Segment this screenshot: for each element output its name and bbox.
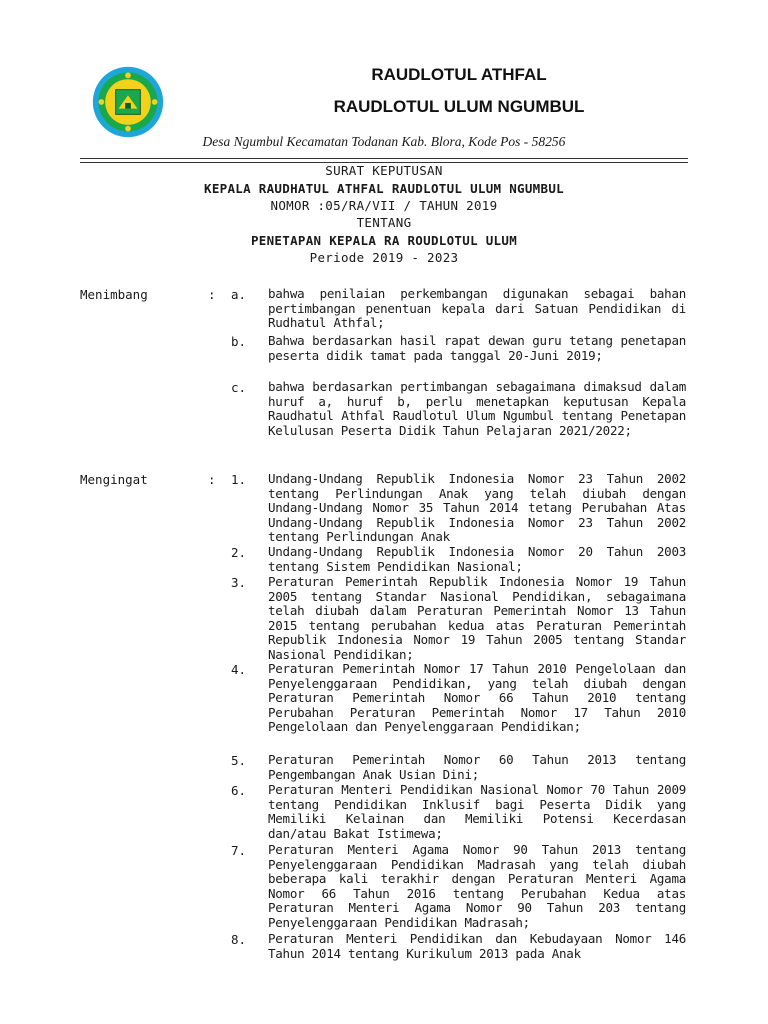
header-divider (80, 158, 688, 159)
mengingat-label: Mengingat (80, 472, 148, 487)
doc-type: SURAT KEPUTUSAN (325, 163, 443, 178)
mengingat-item-3: Peraturan Pemerintah Republik Indonesia Nomor 19 Tahun 2005 tentang Standar Nasional Pendidikan, sebagaimana telah diubah dalam Peraturan Pemerintah Nomor 13 Tahun 2015 tentang perubahan kedua atas Peraturan Pemerintah Republik Indonesia Nomor 19 Tahun 2005 tentang Standar Nasional Pendidikan; (268, 574, 686, 662)
doc-issuer: KEPALA RAUDHATUL ATHFAL RAUDLOTUL ULUM NGUMBUL (204, 181, 564, 196)
mengingat-item-7: Peraturan Menteri Agama Nomor 90 Tahun 2013 tentang Penyelenggaraan Pendidikan Madrasah yang telah diubah beberapa kali terakhir dengan Peraturan Menteri Agama Nomor 66 Tahun 2016 tentang Perubahan Kedua atas Peraturan Menteri Agama Nomor 90 Tahun 203 tentang Penyelenggaraan Pendidikan Madrasah; (268, 842, 686, 930)
institution-name: RAUDLOTUL ATHFAL (371, 65, 547, 84)
doc-period: Periode 2019 - 2023 (309, 250, 459, 265)
mengingat-mark-1: 1. (231, 472, 247, 487)
doc-subject: PENETAPAN KEPALA RA ROUDLOTUL ULUM (250, 233, 518, 248)
menimbang-label: Menimbang (80, 287, 148, 302)
menimbang-item-c: bahwa berdasarkan pertimbangan sebagaimana dimaksud dalam huruf a, huruf b, perlu menetapkan keputusan Kepala Raudhatul Athfal Raudlotul Ulum Ngumbul tentang Penetapan Kelulusan Peserta Didik Tahun Pelajaran 2021/2022; (268, 379, 686, 438)
mengingat-item-4: Peraturan Pemerintah Nomor 17 Tahun 2010 Pengelolaan dan Penyelenggaraan Pendidikan, yang telah diubah dengan Peraturan Pemerintah Nomor 66 Tahun 2010 tentang Perubahan Peraturan Pemerintah Nomor 17 Tahun 2010 Pengelolaan dan Penyelenggaraan Pendidikan; (268, 661, 686, 735)
mengingat-item-8: Peraturan Menteri Pendidikan dan Kebudayaan Nomor 146 Tahun 2014 tentang Kurikulum 2013 pada Anak (268, 931, 686, 961)
menimbang-mark-b: b. (231, 334, 247, 349)
doc-number: NOMOR :05/RA/VII / TAHUN 2019 (270, 198, 498, 213)
mengingat-item-2: Undang-Undang Republik Indonesia Nomor 20 Tahun 2003 tentang Sistem Pendidikan Nasional; (268, 544, 686, 574)
menimbang-colon: : (208, 287, 216, 302)
mengingat-mark-2: 2. (231, 545, 247, 560)
menimbang-mark-a: a. (231, 287, 247, 302)
menimbang-item-a: bahwa penilaian perkembangan digunakan sebagai bahan pertimbangan penentuan kepala dari Satuan Pendidikan di Rudhatul Athfal; (268, 286, 686, 331)
mengingat-mark-6: 6. (231, 783, 247, 798)
mengingat-mark-8: 8. (231, 932, 247, 947)
mengingat-item-1: Undang-Undang Republik Indonesia Nomor 23 Tahun 2002 tentang Perlindungan Anak yang telah diubah dengan Undang-Undang Nomor 35 Tahun 2014 tetang Perubahan Atas Undang-Undang Republik Indonesia Nomor 23 Tahun 2002 tentang Perlindungan Anak (268, 471, 686, 545)
menimbang-mark-c: c. (231, 380, 247, 395)
mengingat-mark-5: 5. (231, 753, 247, 768)
menimbang-item-b: Bahwa berdasarkan hasil rapat dewan guru tetang penetapan peserta didik tamat pada tanggal 20-Juni 2019; (268, 333, 686, 363)
mengingat-mark-7: 7. (231, 843, 247, 858)
mengingat-colon: : (208, 472, 216, 487)
mengingat-mark-4: 4. (231, 662, 247, 677)
school-name: RAUDLOTUL ULUM NGUMBUL (333, 97, 585, 116)
mengingat-item-6: Peraturan Menteri Pendidikan Nasional Nomor 70 Tahun 2009 tentang Pendidikan Inklusif bagi Peserta Didik yang Memiliki Kelainan dan Memiliki Potensi Kecerdasan dan/atau Bakat Istimewa; (268, 782, 686, 841)
school-address: Desa Ngumbul Kecamatan Todanan Kab. Blora, Kode Pos - 58256 (202, 134, 566, 149)
doc-about: TENTANG (356, 215, 412, 230)
mengingat-mark-3: 3. (231, 575, 247, 590)
mengingat-item-5: Peraturan Pemerintah Nomor 60 Tahun 2013 tentang Pengembangan Anak Usian Dini; (268, 752, 686, 782)
